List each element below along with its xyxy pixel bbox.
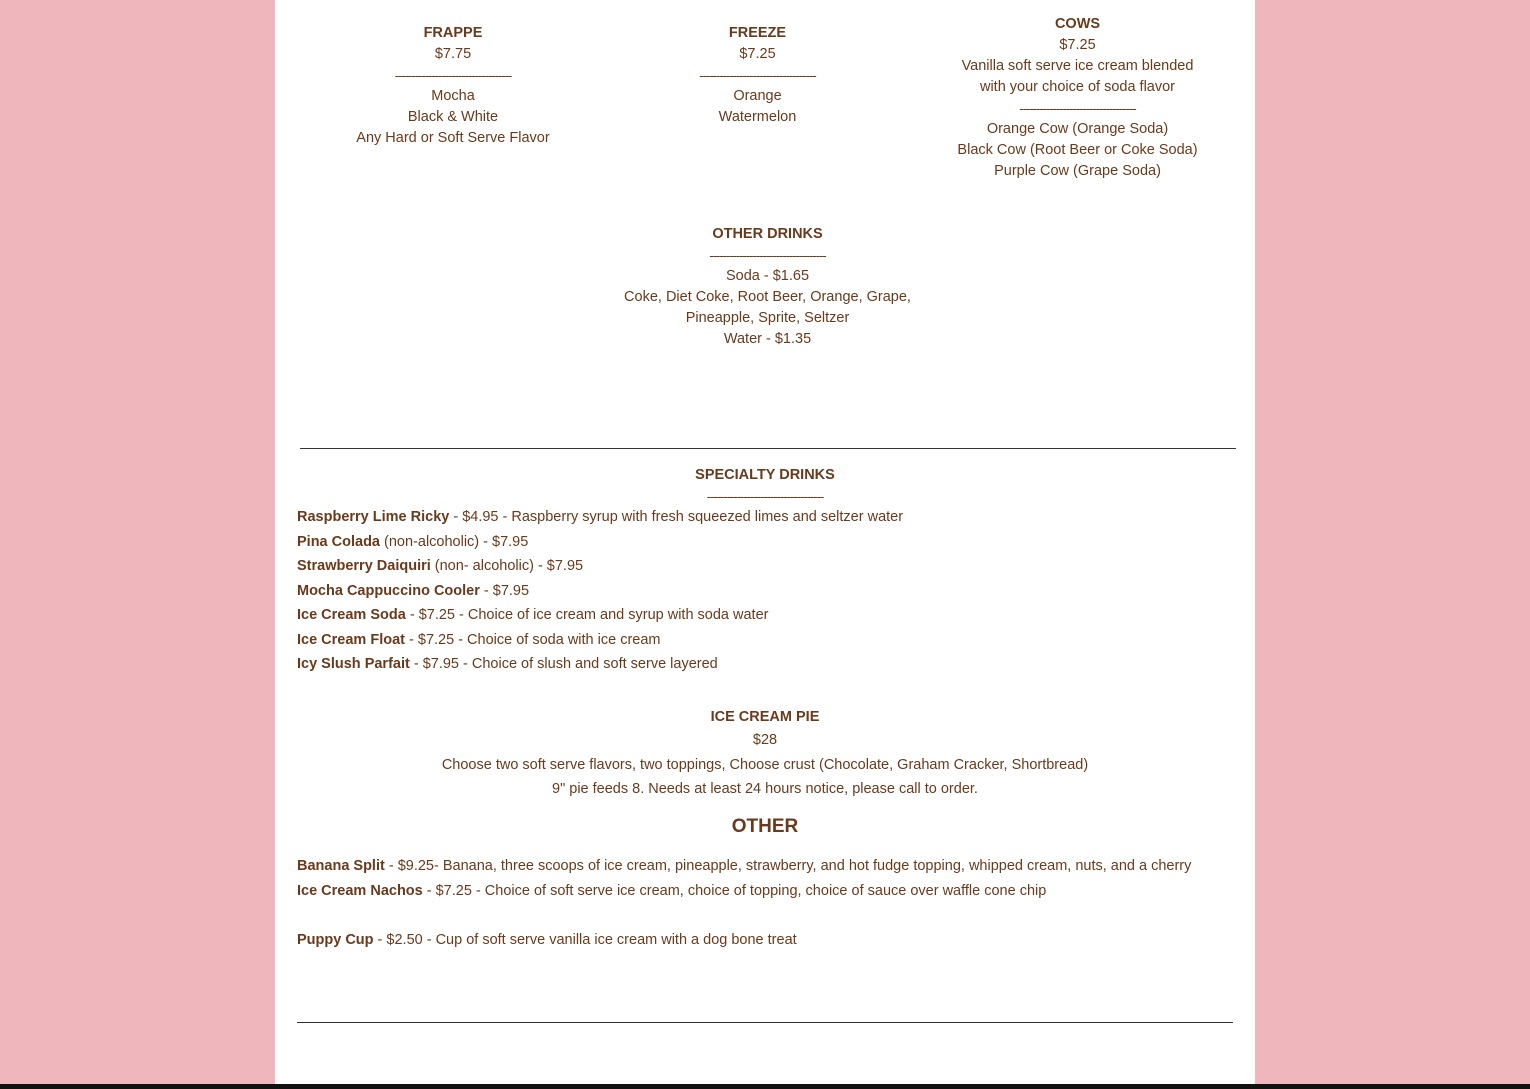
cows-item: Purple Cow (Grape Soda) xyxy=(994,163,1161,179)
item-name: Pina Colada xyxy=(297,533,380,550)
freeze-section xyxy=(605,23,910,128)
other-list xyxy=(297,856,1257,954)
ice-cream-pie-description: Choose two soft serve flavors, two toppings, Choose crust (Chocolate, Graham Cracker, Shortbread) xyxy=(441,756,1089,773)
specialty-drinks-divider: ----------------------------------- xyxy=(706,489,824,504)
cows-description: Vanilla soft serve ice cream blended xyxy=(961,58,1194,74)
freeze-item: Orange xyxy=(733,88,782,104)
frappe-price: $7.75 xyxy=(434,46,472,62)
item-name: Raspberry Lime Ricky xyxy=(297,509,450,525)
list-item xyxy=(297,930,1257,955)
item-name: Strawberry Daiquiri xyxy=(297,558,431,574)
ice-cream-pie-title: ICE CREAM PIE xyxy=(710,709,820,725)
item-detail: - $2.50 - Cup of soft serve vanilla ice cream with a dog bone treat xyxy=(373,931,797,948)
other-drinks-title: OTHER DRINKS xyxy=(712,226,823,242)
list-item xyxy=(297,605,1233,630)
frappe-item: Any Hard or Soft Serve Flavor xyxy=(356,130,550,146)
item-detail: - $9.25- Banana, three scoops of ice cream, pineapple, strawberry, and hot fudge topping, whipped cream, nuts, and a cherry xyxy=(384,858,1192,874)
frappe-item: Black & White xyxy=(407,109,499,125)
ice-cream-pie-price: $28 xyxy=(752,732,778,748)
frappe-item: Mocha xyxy=(431,88,475,104)
list-spacer xyxy=(297,905,1257,930)
item-detail: - $7.95 xyxy=(479,582,530,599)
soda-flavors: Pineapple, Sprite, Seltzer xyxy=(685,310,850,326)
item-name: Ice Cream Soda xyxy=(297,607,406,623)
section-divider xyxy=(297,1022,1233,1023)
specialty-drinks-title: SPECIALTY DRINKS xyxy=(695,467,835,483)
list-item xyxy=(297,630,1233,655)
specialty-drinks-list xyxy=(297,507,1233,679)
menu-page xyxy=(275,0,1255,1084)
item-detail: - $4.95 - Raspberry syrup with fresh squeezed limes and seltzer water xyxy=(449,509,904,525)
cows-title: COWS xyxy=(1054,16,1101,32)
cows-item: Orange Cow (Orange Soda) xyxy=(986,121,1169,137)
frappe-title: FRAPPE xyxy=(423,25,483,41)
freeze-item: Watermelon xyxy=(718,109,797,125)
cows-section xyxy=(915,14,1240,182)
other-title: OTHER xyxy=(731,816,799,837)
cows-item: Black Cow (Root Beer or Coke Soda) xyxy=(957,142,1198,158)
list-item xyxy=(297,654,1233,679)
cows-divider: ----------------------------------- xyxy=(1019,101,1136,116)
ice-cream-pie-notice: 9" pie feeds 8. Needs at least 24 hours notice, please call to order. xyxy=(552,781,978,797)
item-detail: - $7.25 - Choice of ice cream and syrup with soda water xyxy=(405,607,769,623)
item-name: Ice Cream Float xyxy=(297,631,405,648)
cows-price: $7.25 xyxy=(1059,37,1096,53)
water-price: Water - $1.35 xyxy=(723,331,812,347)
specialty-drinks-header xyxy=(297,465,1233,507)
frappe-section xyxy=(275,23,631,149)
item-name: Ice Cream Nachos xyxy=(297,882,423,899)
list-item xyxy=(297,507,1233,532)
section-divider xyxy=(300,448,1236,449)
list-item xyxy=(297,856,1257,881)
freeze-price: $7.25 xyxy=(739,46,776,62)
item-name: Icy Slush Parfait xyxy=(297,656,410,672)
list-item xyxy=(297,556,1233,581)
item-detail: (non-alcoholic) - $7.95 xyxy=(380,533,529,550)
freeze-divider: ----------------------------------- xyxy=(699,68,816,83)
frappe-divider: ----------------------------------- xyxy=(394,68,512,83)
item-name: Mocha Cappuccino Cooler xyxy=(297,582,480,599)
ice-cream-pie-section xyxy=(297,707,1233,802)
list-item xyxy=(297,881,1257,906)
list-item xyxy=(297,581,1233,606)
soda-price: Soda - $1.65 xyxy=(725,268,810,284)
freeze-title: FREEZE xyxy=(728,25,787,41)
cows-description: with your choice of soda flavor xyxy=(979,79,1176,95)
other-drinks-section xyxy=(575,224,960,350)
bottom-bar xyxy=(0,1084,1530,1089)
item-detail: - $7.95 - Choice of slush and soft serve layered xyxy=(409,656,718,672)
item-detail: - $7.25 - Choice of soda with ice cream xyxy=(405,631,661,648)
list-item xyxy=(297,532,1233,557)
item-detail: - $7.25 - Choice of soft serve ice cream, choice of topping, choice of sauce over waffle cone chip xyxy=(422,882,1047,899)
other-drinks-divider: ----------------------------------- xyxy=(709,248,826,263)
item-detail: (non- alcoholic) - $7.95 xyxy=(430,558,584,574)
item-name: Banana Split xyxy=(297,858,385,874)
soda-flavors: Coke, Diet Coke, Root Beer, Orange, Grape, xyxy=(624,289,911,305)
item-name: Puppy Cup xyxy=(297,931,374,948)
